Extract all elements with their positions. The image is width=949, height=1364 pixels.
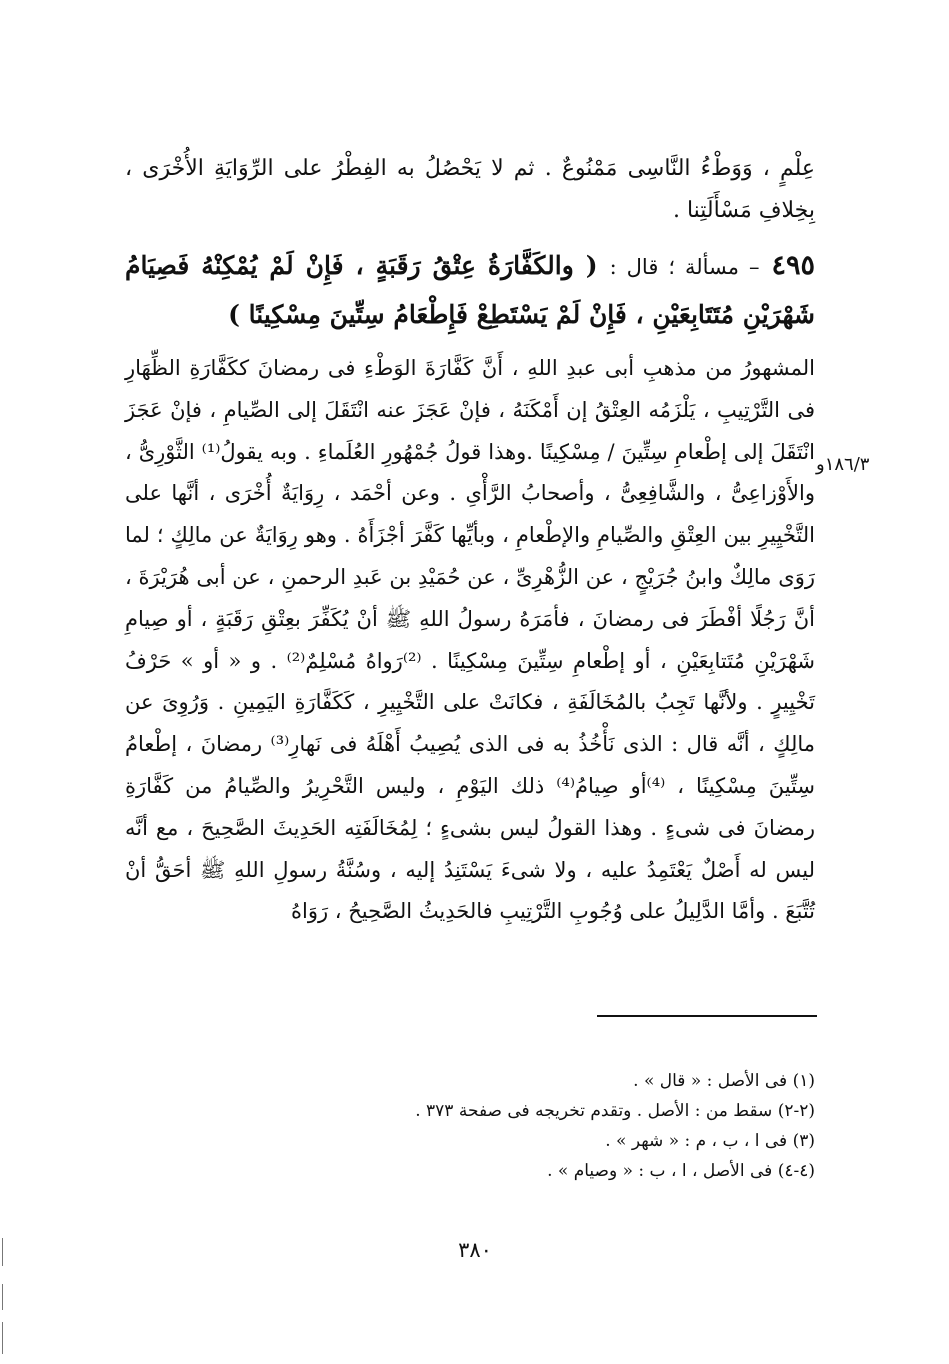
scan-edge-mark [2,1322,3,1354]
scan-edge-mark [2,1238,3,1266]
footnote-1: (١) فى الأصل : « قال » . [633,1071,815,1091]
issue-heading [125,242,815,339]
scan-edge-mark [2,1284,3,1310]
intro-paragraph: عِلْمٍ ، وَوَطْءُ النَّاسِى مَمْنُوعٌ . ثم لا يَحْصُلُ به الفِطْرُ على الرِّوَايَةِ الأُخْرَى ، بِخِلافِ مَسْأَلَتِنا . [125,156,815,223]
issue-text: ( والكَفَّارَةُ عِتْقُ رَقَبَةٍ ، فَإِنْ لَمْ يُمْكِنْهُ فَصِيَامُ شَهْرَيْنِ مُتَتَابِعَيْنِ ، فَإِنْ لَمْ يَسْتَطِعْ فَإِطْعَامُ سِتِّينَ مِسْكِينًا ) [125,251,815,329]
issue-prefix: – مسألة ؛ قال : [609,255,760,279]
margin-folio-note: ١٨٦/٣و [816,454,870,475]
footnote-divider [597,1015,817,1017]
footnotes [300,1066,815,1186]
issue-number: ٤٩٥ [771,250,815,281]
footnote-2: (٢-٢) سقط من : الأصل . وتقدم تخريجه فى صفحة ٣٧٣ . [415,1101,815,1121]
footnote-4: (٤-٤) فى الأصل ، ا ، ب : « وصيام » . [547,1161,815,1181]
body-paragraph: المشهورُ من مذهبِ أبى عبدِ اللهِ ، أَنَّ كَفَّارَةَ الوَطْءِ فى رمضانَ ككَفَّارَةِ الظِّهَارِ فى التَّرْتِيبِ ، يَلْزَمُه العِتْقُ إن أَمْكَنَهُ ، فإنْ عَجَزَ عنه انْتَقَلَ إلى الصِّيامِ ، فإنْ عَجَزَ انْتَقَلَ إلى إطْعامِ سِتِّينَ / مِسْكِينًا .وهذا قولُ جُمْهُورِ العُلَماءِ . وبه يقولُ⁽¹⁾ الثَّوْرِىُّ ، والأَوْزاعِىُّ ، والشَّافِعِىُّ ، وأصحابُ الرَّأْىِ . وعن أحْمَد ، رِوَايَةٌ أُخْرَى ، أنَّها على التَّخْيِيرِ بين العِتْقِ والصِّيامِ والإطْعامِ ، وبأيِّها كَفَّرَ أجْزَأَهُ . وهو رِوَايَةٌ عن مالِكٍ ؛ لما رَوَى مالِكٌ وابنُ جُرَيْجٍ ، عن الزُّهْرِىِّ ، عن حُمَيْدِ بن عَبدِ الرحمنِ ، عن أبى هُرَيْرَةَ ، أنَّ رَجُلًا أفْطَرَ فى رمضانَ ، فأمَرَهُ رسولُ اللهِ ﷺ أنْ يُكَفِّرَ بعِتْقِ رَقَبَةٍ ، أو صِيامِ شَهْرَيْنِ مُتَتابِعَيْنِ ، أو إطْعامِ سِتِّينَ مِسْكِينًا . ⁽²⁾رَواهُ مُسْلِمٌ⁽²⁾ . و « أو » حَرْفُ تَخْيِيرٍ . ولأنَّها تَجِبُ بالمُخَالَفَةِ ، فكانَتْ على التَّخْيِيرِ ، كَكَفَّارَةِ اليَمِينِ . وَرُوِىَ عن مالِكٍ ، أنَّه قال : الذى نَأْخُذُ به فى الذى يُصِيبُ أَهْلَهُ فى نَهارِ⁽³⁾ رمضانَ ، إطْعامُ سِتِّينَ مِسْكِينًا ، ⁽⁴⁾أو صِيامُ⁽⁴⁾ ذلك اليَوْمِ ، وليس التَّحْرِيرُ والصِّيامُ من كَفَّارَةِ رمضانَ فى شىءٍ . وهذا القولُ ليس بشىءٍ ؛ لِمُخَالَفَتِه الحَدِيثَ الصَّحِيحَ ، مع أنَّه ليس له أَصْلٌ يَعْتَمِدُ عليه ، ولا شىءَ يَسْتَنِدُ إليه ، وسُنَّةُ رسولِ اللهِ ﷺ أحَقُّ أنْ تُتَّبَعَ . وأمَّا الدَّلِيلُ على وُجُوبِ التَّرْتِيبِ فالحَدِيثُ الصَّحِيحُ ، رَوَاهُ [125,356,815,924]
page-number: ٣٨٠ [458,1238,492,1262]
footnote-3: (٣) فى ا ، ب ، م : « شهر » . [605,1131,815,1151]
